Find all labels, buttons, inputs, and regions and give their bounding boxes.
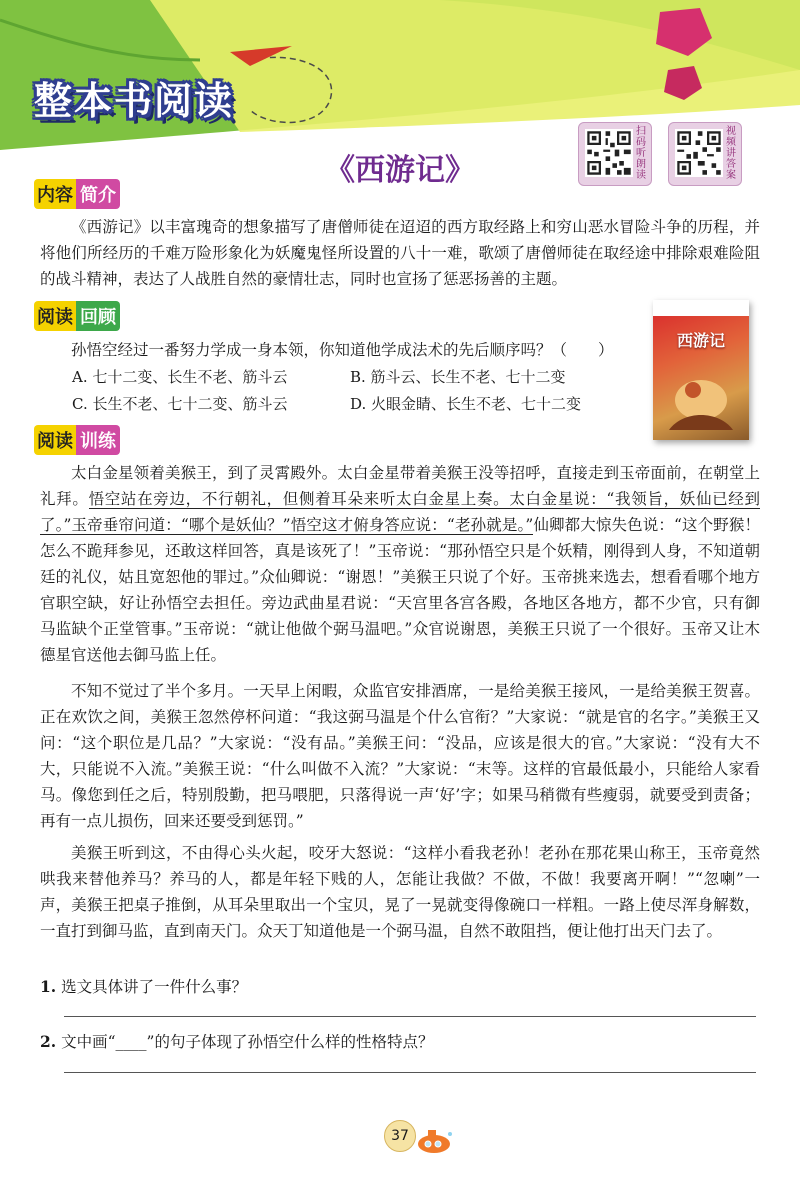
option-b[interactable]: B. 筋斗云、长生不老、七十二变 (350, 368, 566, 386)
passage-paragraph-3: 美猴王听到这，不由得心头火起，咬牙大怒说：“这样小看我老孙！老孙在那花果山称王，玉帝竟然哄我来替他养马？养马的人，都是年轻下贱的人，怎能让我做？不做，不做！我要离开啊！”“忽喇”一声，美猴王把桌子推倒，从耳朵里取出一个宝贝，晃了一晃就变得像碗口一样粗。一路上使尽浑身解数，一直打到御马监，直到南天门。众天丁知道他是一个弼马温，自然不敢阻挡，便让他打出天门去了。 (40, 844, 760, 940)
heading-part-a: 内容 (34, 179, 76, 209)
option-c[interactable]: C. 长生不老、七十二变、筋斗云 (72, 395, 288, 413)
heading-part-a: 阅读 (34, 301, 76, 331)
option-a[interactable]: A. 七十二变、长生不老、筋斗云 (72, 368, 288, 386)
question-text: 文中画“____”的句子体现了孙悟空什么样的性格特点？ (61, 1033, 434, 1051)
section-heading-review (34, 302, 120, 330)
passage-paragraph-2: 不知不觉过了半个多月。一天早上闲暇，众监官安排酒席，一是给美猴王接风，一是给美猴王贺喜。正在欢饮之间，美猴王忽然停杯问道：“我这弼马温是个什么官衔？”大家说：“就是官的名字。”美猴王又问：“这个职位是几品？”大家说：“没有品。”美猴王问：“没品，应该是很大的官。”大家说：“没有大不大，只能说不入流。”美猴王说：“什么叫做不入流？”大家说：“末等。这样的官最低最小，只能给人家看马。像您到任之后，特别殷勤，把马喂肥，只落得说一声‘好’字；如果马稍微有些瘦弱，就要受到责备；再有一点儿损伤，回来还要受到惩罚。” (40, 682, 760, 830)
question-number: 1. (40, 977, 57, 996)
option-d[interactable]: D. 火眼金睛、长生不老、七十二变 (350, 395, 582, 413)
question-number: 2. (40, 1032, 57, 1051)
submarine-icon (412, 1126, 454, 1156)
page-tag: 整本书阅读 (34, 79, 235, 123)
review-question: 孙悟空经过一番努力学成一身本领，你知道他学成法术的先后顺序吗？（ ） (71, 341, 614, 359)
passage-text: 仙卿都大惊失色说：“这个野猴！怎么不跪拜参见，还敢这样回答，真是该死了！”玉帝说：“那孙悟空只是个妖精，刚得到人身，不知道朝廷的礼仪，姑且宽恕他的罪过。”众仙卿说：“谢恩！”美猴王只说了个好。玉帝挑来选去，想看看哪个地方官职空缺，好让孙悟空去担任。旁边武曲星君说：“天宫里各宫各殿，各地区各地方，都不少官，只有御马监缺个正堂管事。”玉帝说：“就让他做个弼马温吧。”众官说谢恩，美猴王只说了一个很好。玉帝又让木德星官送他去御马监上任。 (40, 516, 760, 664)
section-heading-training (34, 426, 120, 454)
heading-part-a: 阅读 (34, 425, 76, 455)
answer-line-1[interactable] (64, 1016, 756, 1017)
question-text: 选文具体讲了一件什么事？ (61, 978, 248, 996)
underlined-sentence: 悟空站在旁边，不行朝礼，但侧着耳朵来听太白金星上奏。太白金星说：“我领旨，妖仙已经到了。”玉帝垂帘问道：“哪个是妖仙？”悟空这才俯身答应说：“老孙就是。” (40, 490, 760, 534)
heading-part-b: 回顾 (76, 301, 120, 331)
cover-title: 西游记 (676, 331, 725, 350)
book-title: 《西游记》 (325, 153, 475, 188)
book-cover (653, 300, 749, 440)
cover-illustration (663, 360, 739, 432)
qr-label: 扫码听朗读 (636, 126, 646, 181)
passage-text: 太白金星领着美猴王，到了灵霄殿外。太白金星带着美猴王没等招呼，直接走到玉帝面前，在朝堂上礼拜。 (40, 464, 760, 508)
section-heading-intro (34, 180, 120, 208)
heading-part-b: 训练 (76, 425, 120, 455)
question-1 (40, 975, 247, 997)
qr-label: 视频讲答案 (726, 126, 736, 181)
passage-paragraph-1 (40, 460, 760, 668)
intro-paragraph: 《西游记》以丰富瑰奇的想象描写了唐僧师徒在迢迢的西方取经路上和穷山恶水冒险斗争的历程，并将他们所经历的千难万险形象化为妖魔鬼怪所设置的八十一难，歌颂了唐僧师徒在取经途中排除艰难险阻的战斗精神，表达了人战胜自然的豪情壮志，同时也宣扬了惩恶扬善的主题。 (40, 218, 760, 288)
cover-top-strip (653, 300, 749, 316)
page-number: 37 (384, 1120, 416, 1152)
question-2 (40, 1030, 433, 1052)
answer-line-2[interactable] (64, 1072, 756, 1073)
heading-part-b: 简介 (76, 179, 120, 209)
